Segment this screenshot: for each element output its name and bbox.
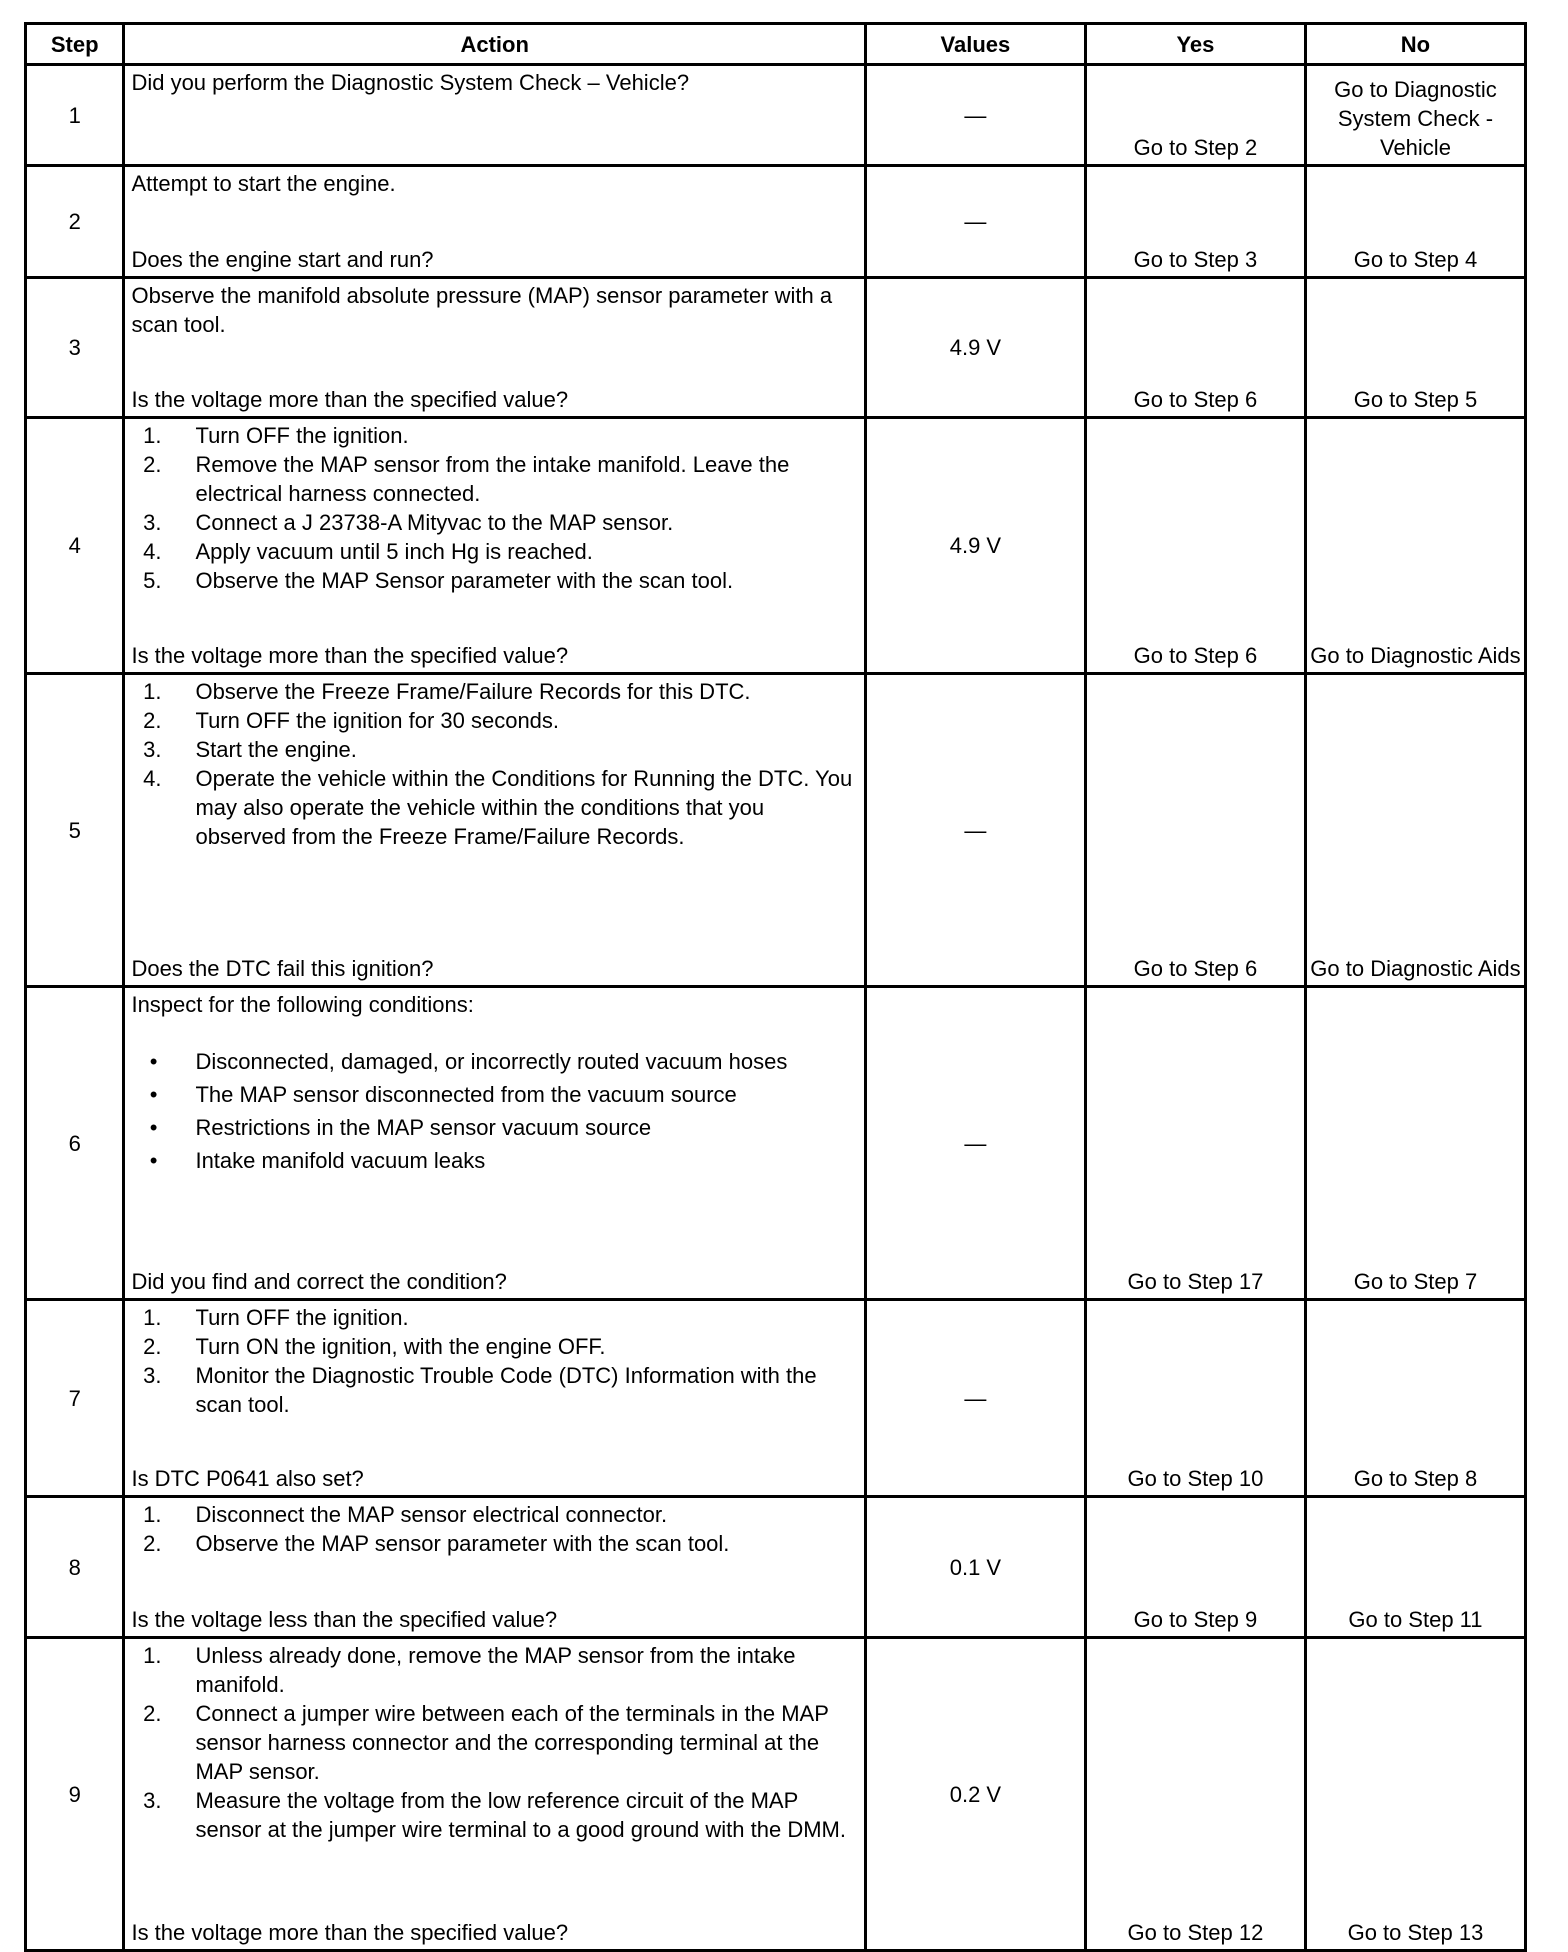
bullet-icon: • (149, 1082, 158, 1107)
list-item (131, 537, 857, 566)
step-number: 9 (26, 1638, 124, 1951)
action-cell (124, 418, 865, 674)
list-item-number: 1. (143, 1305, 162, 1330)
list-item-number: 3. (143, 510, 162, 535)
table-row (26, 1497, 1526, 1638)
action-intro: Inspect for the following conditions: (131, 992, 474, 1017)
list-item-text: Disconnect the MAP sensor electrical connector. (195, 1502, 668, 1527)
list-item (131, 735, 857, 764)
list-item (131, 566, 857, 595)
yes-cell: Go to Step 2 (1085, 65, 1305, 166)
values-cell: — (865, 674, 1085, 987)
no-cell: Go to Step 13 (1305, 1638, 1525, 1951)
yes-cell: Go to Step 10 (1085, 1300, 1305, 1497)
list-item-text: Remove the MAP sensor from the intake manifold. Leave the electrical harness connected. (195, 452, 796, 506)
numbered-list (131, 1641, 857, 1844)
step-number: 7 (26, 1300, 124, 1497)
no-cell: Go to Diagnostic Aids (1305, 418, 1525, 674)
header-step: Step (26, 24, 124, 65)
numbered-list (131, 677, 857, 851)
step-number: 5 (26, 674, 124, 987)
list-item-number: 2. (143, 1531, 162, 1556)
yes-cell: Go to Step 6 (1085, 418, 1305, 674)
list-item-text: Connect a J 23738-A Mityvac to the MAP sensor. (195, 510, 674, 535)
bullet-text: Intake manifold vacuum leaks (195, 1148, 486, 1173)
list-item (131, 706, 857, 735)
no-cell: Go to Diagnostic System Check - Vehicle (1305, 65, 1525, 166)
list-item-number: 1. (143, 1643, 162, 1668)
list-item-text: Observe the MAP sensor parameter with the scan tool. (195, 1531, 730, 1556)
values-cell: 0.2 V (865, 1638, 1085, 1951)
bullet-item (131, 1080, 857, 1109)
list-item-number: 3. (143, 737, 162, 762)
values-cell: — (865, 166, 1085, 278)
list-item (131, 1699, 857, 1786)
action-cell (124, 1497, 865, 1638)
list-item-number: 4. (143, 539, 162, 564)
no-cell: Go to Step 11 (1305, 1497, 1525, 1638)
list-item (131, 1641, 857, 1699)
values-cell: — (865, 987, 1085, 1300)
action-cell (124, 987, 865, 1300)
action-question: Did you find and correct the condition? (131, 1269, 507, 1294)
list-item-text: Observe the Freeze Frame/Failure Records for this DTC. (195, 679, 751, 704)
numbered-list (131, 421, 857, 595)
action-cell (124, 166, 865, 278)
yes-cell: Go to Step 12 (1085, 1638, 1305, 1951)
action-question: Does the engine start and run? (131, 247, 434, 272)
bullet-item (131, 1047, 857, 1076)
list-item-number: 2. (143, 1701, 162, 1726)
list-item-number: 1. (143, 423, 162, 448)
list-item-number: 3. (143, 1363, 162, 1388)
list-item (131, 1332, 857, 1361)
values-cell: — (865, 1300, 1085, 1497)
table-row (26, 1638, 1526, 1951)
action-cell (124, 674, 865, 987)
list-item-text: Turn ON the ignition, with the engine OFF. (195, 1334, 606, 1359)
yes-cell: Go to Step 6 (1085, 674, 1305, 987)
header-row (26, 24, 1526, 65)
values-cell: — (865, 65, 1085, 166)
numbered-list (131, 1500, 857, 1558)
bullet-item (131, 1146, 857, 1175)
diagnostic-table (24, 22, 1527, 1952)
bullet-item (131, 1113, 857, 1142)
list-item (131, 450, 857, 508)
action-question: Is DTC P0641 also set? (131, 1466, 364, 1491)
yes-cell: Go to Step 3 (1085, 166, 1305, 278)
list-item (131, 508, 857, 537)
table-row (26, 65, 1526, 166)
numbered-list (131, 1303, 857, 1419)
table-row (26, 278, 1526, 418)
list-item-number: 2. (143, 452, 162, 477)
bullet-list (131, 1047, 857, 1179)
list-item-text: Turn OFF the ignition for 30 seconds. (195, 708, 560, 733)
bullet-icon: • (149, 1115, 158, 1140)
list-item-text: Turn OFF the ignition. (195, 423, 409, 448)
action-intro: Did you perform the Diagnostic System Check – Vehicle? (131, 70, 690, 95)
list-item-number: 2. (143, 708, 162, 733)
table-row (26, 1300, 1526, 1497)
list-item (131, 764, 857, 851)
action-cell (124, 278, 865, 418)
list-item (131, 1529, 857, 1558)
action-question: Is the voltage more than the specified value? (131, 1920, 569, 1945)
action-cell (124, 1638, 865, 1951)
list-item-text: Start the engine. (195, 737, 357, 762)
list-item-text: Connect a jumper wire between each of the terminals in the MAP sensor harness connector and the corresponding terminal at the MAP sensor. (195, 1701, 835, 1784)
bullet-icon: • (149, 1148, 158, 1173)
bullet-text: Disconnected, damaged, or incorrectly routed vacuum hoses (195, 1049, 788, 1074)
list-item-text: Measure the voltage from the low reference circuit of the MAP sensor at the jumper wire terminal to a good ground with the DMM. (195, 1788, 846, 1842)
list-item-number: 4. (143, 766, 162, 791)
header-action: Action (124, 24, 865, 65)
yes-cell: Go to Step 17 (1085, 987, 1305, 1300)
table-row (26, 418, 1526, 674)
no-cell: Go to Diagnostic Aids (1305, 674, 1525, 987)
table-row (26, 674, 1526, 987)
step-number: 6 (26, 987, 124, 1300)
action-question: Is the voltage more than the specified value? (131, 387, 569, 412)
header-yes: Yes (1085, 24, 1305, 65)
no-cell: Go to Step 5 (1305, 278, 1525, 418)
action-question: Does the DTC fail this ignition? (131, 956, 434, 981)
action-intro: Attempt to start the engine. (131, 171, 396, 196)
step-number: 8 (26, 1497, 124, 1638)
list-item (131, 421, 857, 450)
step-number: 3 (26, 278, 124, 418)
bullet-icon: • (149, 1049, 158, 1074)
list-item-text: Operate the vehicle within the Conditions for Running the DTC. You may also operate the vehicle within the conditions that you observed from the Freeze Frame/Failure Records. (195, 766, 859, 849)
list-item-text: Observe the MAP Sensor parameter with the scan tool. (195, 568, 734, 593)
list-item-number: 2. (143, 1334, 162, 1359)
no-cell: Go to Step 7 (1305, 987, 1525, 1300)
values-cell: 0.1 V (865, 1497, 1085, 1638)
no-cell: Go to Step 4 (1305, 166, 1525, 278)
action-cell (124, 65, 865, 166)
list-item-text: Turn OFF the ignition. (195, 1305, 409, 1330)
action-intro: Observe the manifold absolute pressure (MAP) sensor parameter with a scan tool. (131, 283, 839, 337)
table-row (26, 166, 1526, 278)
bullet-text: Restrictions in the MAP sensor vacuum source (195, 1115, 652, 1140)
action-question: Is the voltage more than the specified value? (131, 643, 569, 668)
list-item (131, 677, 857, 706)
yes-cell: Go to Step 6 (1085, 278, 1305, 418)
list-item-text: Monitor the Diagnostic Trouble Code (DTC) Information with the scan tool. (195, 1363, 823, 1417)
no-cell: Go to Step 8 (1305, 1300, 1525, 1497)
list-item-number: 1. (143, 679, 162, 704)
list-item-number: 1. (143, 1502, 162, 1527)
list-item (131, 1786, 857, 1844)
table-body (26, 65, 1526, 1951)
list-item-text: Unless already done, remove the MAP sensor from the intake manifold. (195, 1643, 802, 1697)
action-cell (124, 1300, 865, 1497)
header-no: No (1305, 24, 1525, 65)
list-item (131, 1500, 857, 1529)
step-number: 1 (26, 65, 124, 166)
list-item-number: 3. (143, 1788, 162, 1813)
list-item (131, 1303, 857, 1332)
values-cell: 4.9 V (865, 278, 1085, 418)
table-row (26, 987, 1526, 1300)
step-number: 2 (26, 166, 124, 278)
step-number: 4 (26, 418, 124, 674)
values-cell: 4.9 V (865, 418, 1085, 674)
yes-cell: Go to Step 9 (1085, 1497, 1305, 1638)
list-item-text: Apply vacuum until 5 inch Hg is reached. (195, 539, 593, 564)
action-question: Is the voltage less than the specified value? (131, 1607, 558, 1632)
bullet-text: The MAP sensor disconnected from the vacuum source (195, 1082, 737, 1107)
list-item (131, 1361, 857, 1419)
list-item-number: 5. (143, 568, 162, 593)
header-values: Values (865, 24, 1085, 65)
